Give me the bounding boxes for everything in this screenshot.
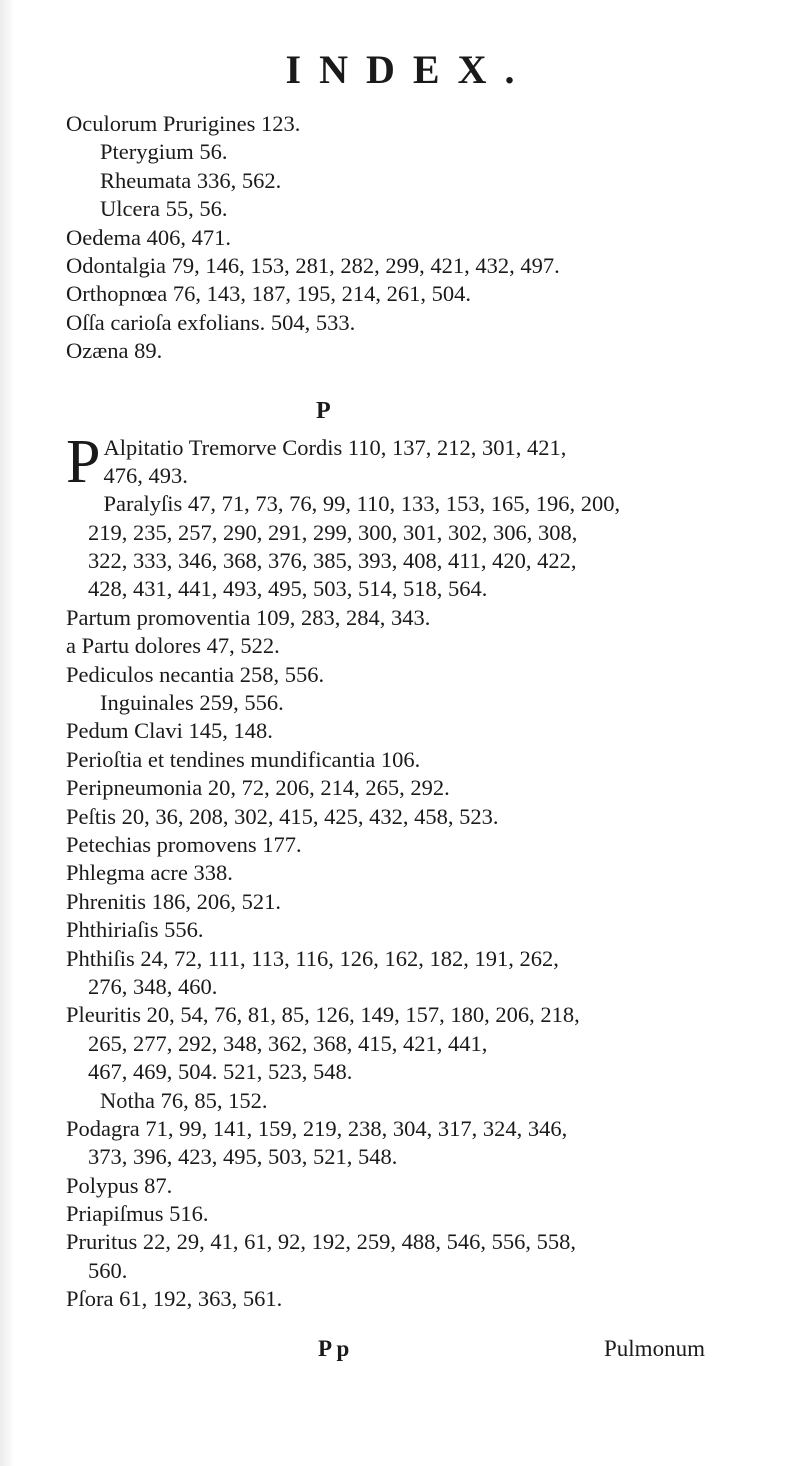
index-entries [66,110,786,1314]
index-entry: Oedema 406, 471. [66,224,231,250]
index-entry: Oculorum Prurigines 123. [66,111,301,136]
index-entry: Oſſa carioſa exfolians. 504, 533. [66,309,356,335]
page-title: INDEX. [285,47,533,92]
index-subentry: Ulcera 55, 56. [100,196,228,222]
index-entry: Phrenitis 186, 206, 521. [66,888,282,914]
index-entry: Phthiriaſis 556. [66,917,204,943]
index-continuation: 322, 333, 346, 368, 376, 385, 393, 408, 411, 420, 422, [88,548,577,574]
drop-cap: P [66,427,101,496]
index-continuation: 428, 431, 441, 493, 495, 503, 514, 518, 564. [88,576,488,602]
index-entry: Partum promoventia 109, 283, 284, 343. [66,604,431,630]
index-entry: Pleuritis 20, 54, 76, 81, 85, 126, 149, 157, 180, 206, 218, [66,1002,580,1028]
index-continuation: 560. [88,1257,128,1283]
section-letter: P [316,397,331,424]
index-subentry: Pterygium 56. [100,139,228,165]
index-entry: Paralyſis 47, 71, 73, 76, 99, 110, 133, 153, 165, 196, 200, [103,491,621,517]
page-edge-shadow [0,0,14,1466]
catchword: Pulmonum [604,1336,705,1361]
index-entry: Ozæna 89. [66,338,163,364]
index-continuation: 373, 396, 423, 495, 503, 521, 548. [88,1144,398,1170]
index-subentry: Rheumata 336, 562. [100,167,282,193]
index-entry: Phthiſis 24, 72, 111, 113, 116, 126, 162, 182, 191, 262, [66,945,559,971]
index-entry: Petechias promovens 177. [66,831,302,857]
index-continuation: 219, 235, 257, 290, 291, 299, 300, 301, 302, 306, 308, [88,519,578,545]
index-entry: Pedum Clavi 145, 148. [66,718,273,744]
dropcap-entry [66,427,786,496]
index-continuation: 265, 277, 292, 348, 362, 368, 415, 421, 441, [88,1030,488,1056]
index-entry: Podagra 71, 99, 141, 159, 219, 238, 304, 317, 324, 346, [66,1115,568,1141]
signature-mark: P p [318,1336,350,1361]
index-entry: Priapiſmus 516. [66,1201,209,1227]
index-entry: Pediculos necantia 258, 556. [66,661,325,687]
index-entry: Phlegma acre 338. [66,860,233,886]
index-continuation: 276, 348, 460. [88,973,218,999]
index-entry: Peſtis 20, 36, 208, 302, 415, 425, 432, 458, 523. [66,803,499,829]
index-subentry: Inguinales 259, 556. [100,690,284,716]
dropcap-line-2: 476, 493. [103,462,188,488]
index-entry: Orthopnœa 76, 143, 187, 195, 214, 261, 504. [66,281,471,307]
index-entry: Pruritus 22, 29, 41, 61, 92, 192, 259, 488, 546, 556, 558, [66,1229,577,1255]
index-entry: Peripneumonia 20, 72, 206, 214, 265, 292. [66,775,450,801]
index-subentry: Notha 76, 85, 152. [100,1087,268,1113]
index-continuation: 467, 469, 504. 521, 523, 548. [88,1059,353,1085]
index-entry: Perioſtia et tendines mundificantia 106. [66,746,421,772]
index-entry: Pſora 61, 192, 363, 561. [66,1286,283,1312]
index-entry: Odontalgia 79, 146, 153, 281, 282, 299, 421, 432, 497. [66,252,560,278]
index-entry: a Partu dolores 47, 522. [66,633,280,659]
dropcap-line-1: Alpitatio Tremorve Cordis 110, 137, 212, 301, 421, [103,434,567,460]
index-entry: Polypus 87. [66,1172,173,1198]
